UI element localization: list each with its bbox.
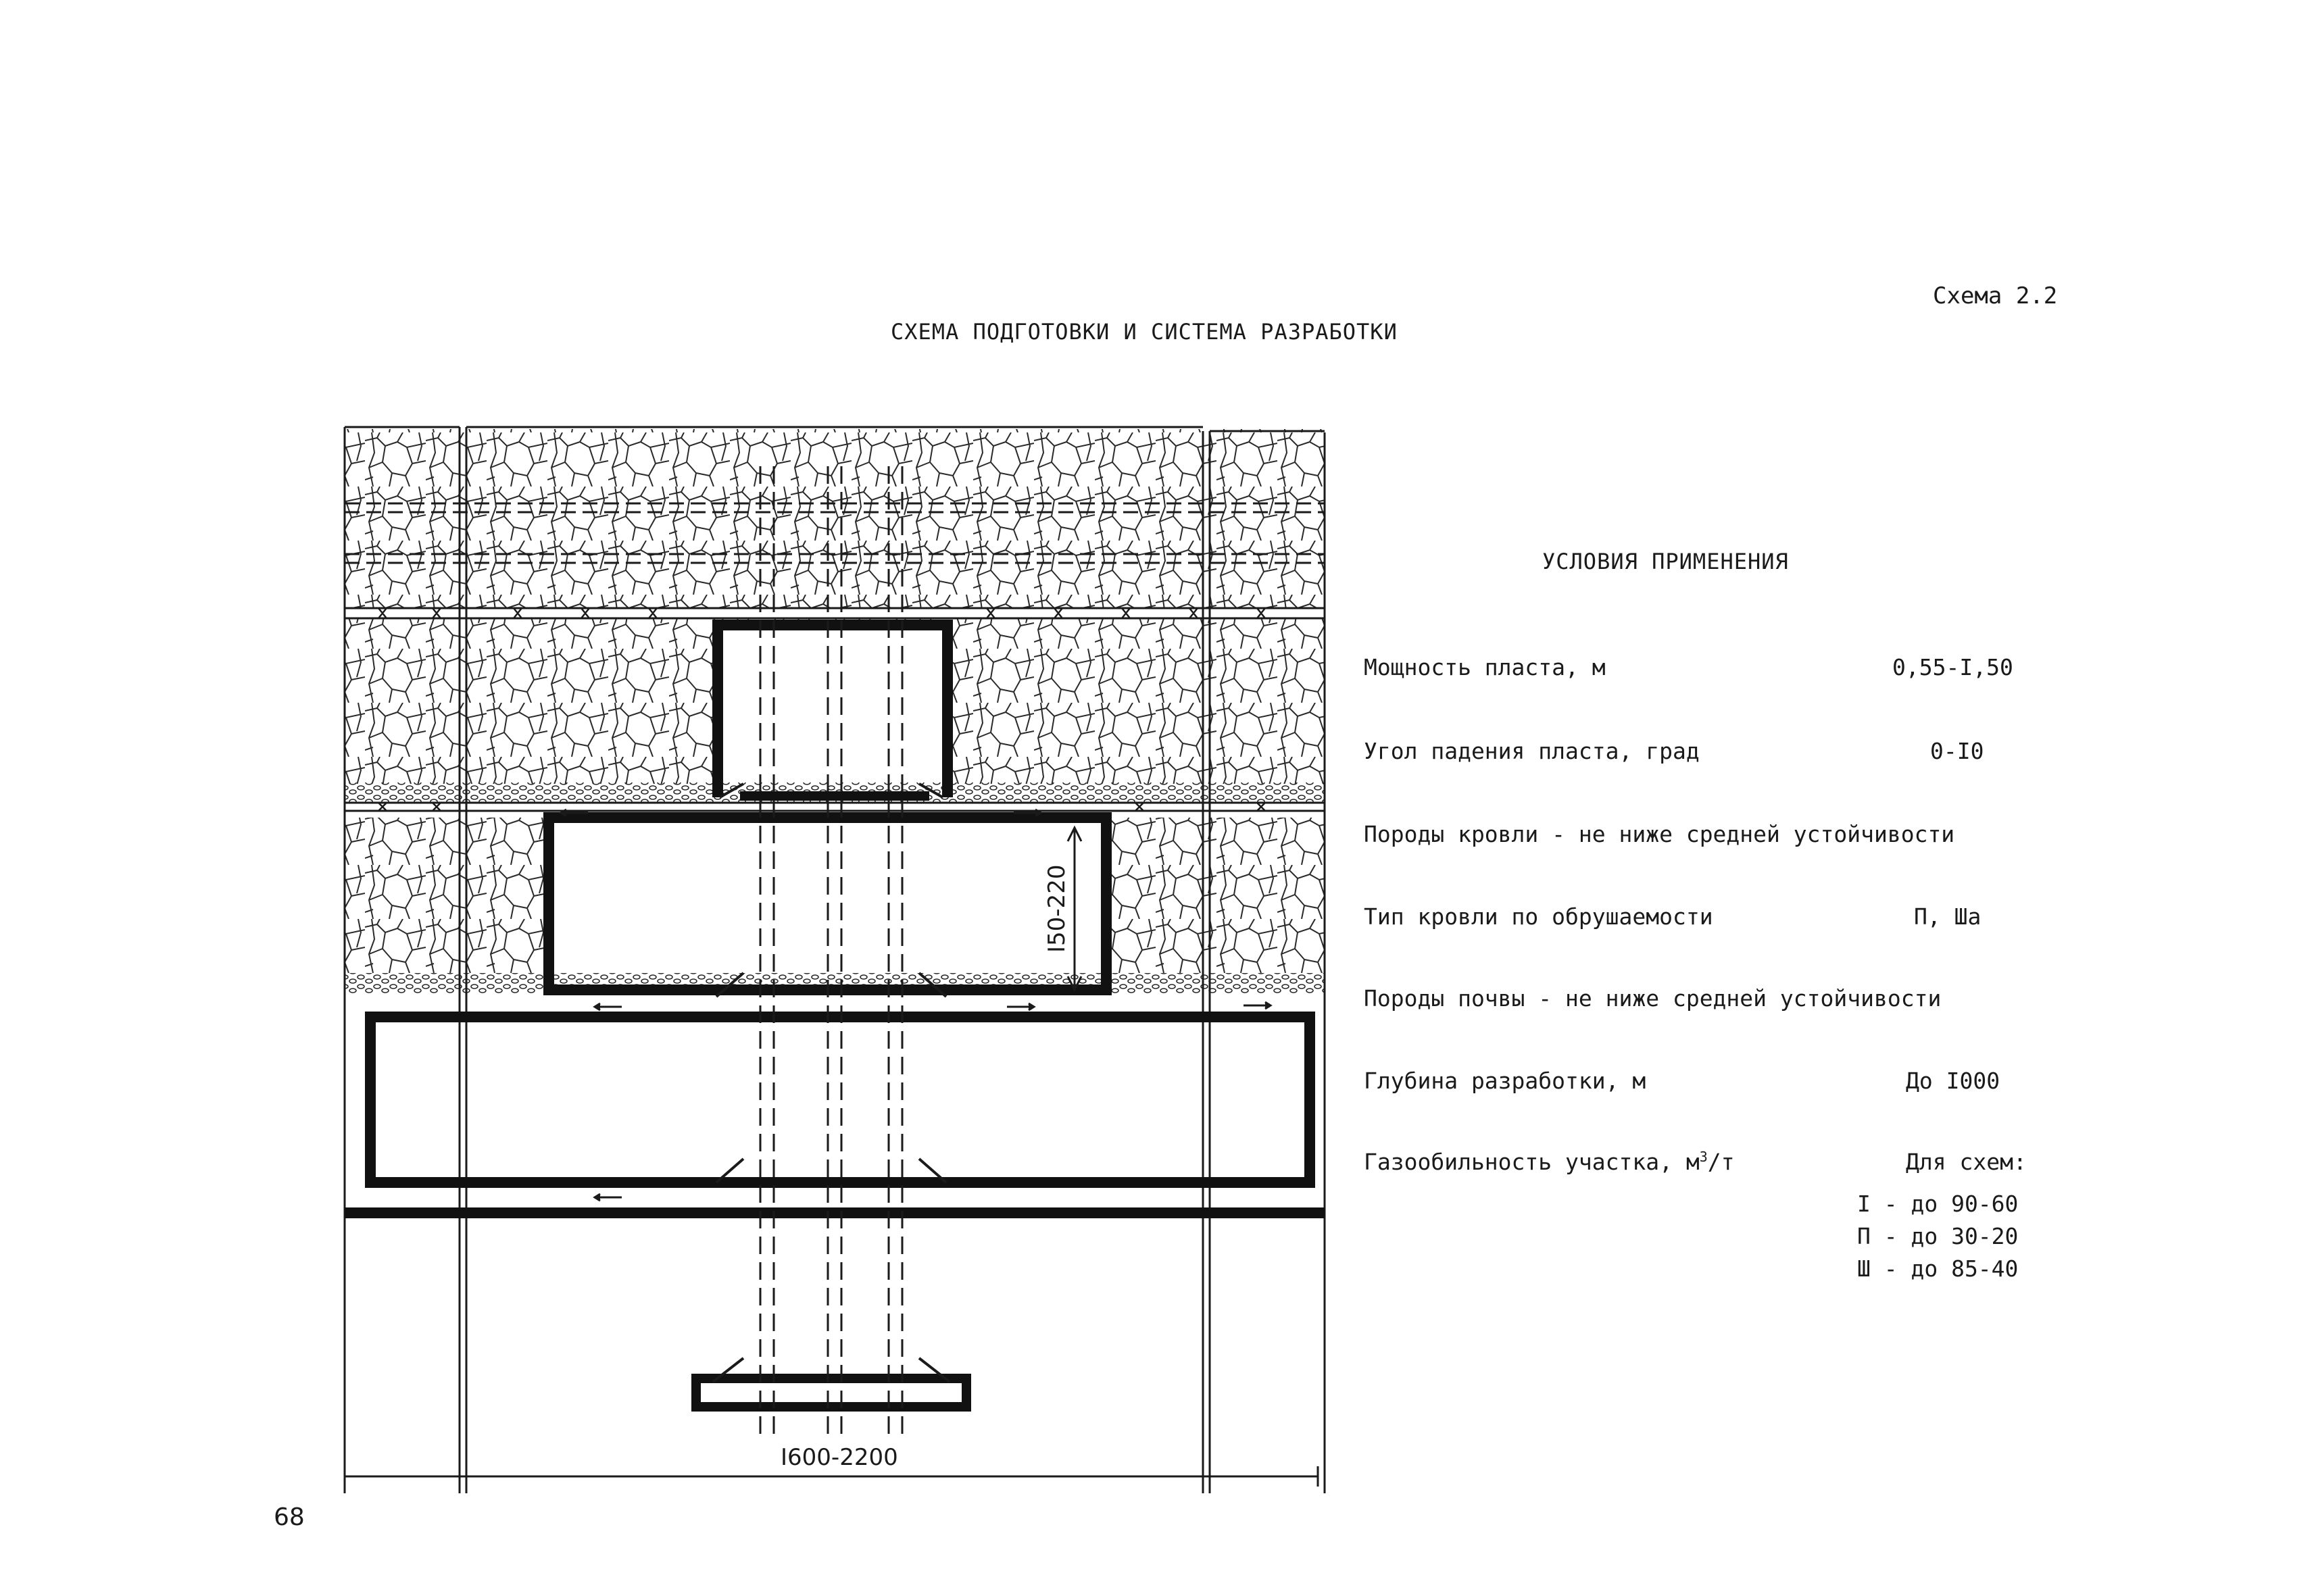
condition-label-roof-rocks: Породы кровли - не ниже средней устойчивости <box>1364 821 1955 847</box>
scheme-number: Схема 2.2 <box>1933 282 2058 309</box>
condition-value-depth: До I000 <box>1906 1068 2000 1094</box>
dim-height-label: I50-220 <box>1043 864 1070 953</box>
condition-label-gas <box>1364 1149 1735 1175</box>
gas-label-text: Газообильность участка, м <box>1364 1149 1700 1175</box>
condition-value-gas: Для схем: <box>1906 1149 2027 1175</box>
gas-item-1: I - до 90-60 <box>1857 1191 2019 1217</box>
condition-label-roof-type: Тип кровли по обрушаемости <box>1364 903 1713 930</box>
condition-label-depth: Глубина разработки, м <box>1364 1068 1646 1094</box>
gas-label-sup: 3 <box>1699 1149 1708 1165</box>
conditions-title: УСЛОВИЯ ПРИМЕНЕНИЯ <box>1542 549 1789 574</box>
condition-value-dip: 0-I0 <box>1930 738 1984 764</box>
gas-item-2: П - до 30-20 <box>1857 1223 2019 1249</box>
condition-label-floor-rocks: Породы почвы - не ниже средней устойчивости <box>1364 985 1942 1012</box>
gas-item-3: Ш - до 85-40 <box>1857 1255 2019 1282</box>
page-number: 68 <box>274 1503 305 1531</box>
condition-label-thickness: Мощность пласта, м <box>1364 654 1606 680</box>
dim-width-label: I600-2200 <box>781 1444 898 1471</box>
condition-label-dip: Угол падения пласта, град <box>1364 738 1700 764</box>
page-title: СХЕМА ПОДГОТОВКИ И СИСТЕМА РАЗРАБОТКИ <box>891 319 1398 345</box>
gas-label-tail: /т <box>1707 1149 1735 1175</box>
condition-value-thickness: 0,55-I,50 <box>1892 654 2013 680</box>
condition-value-roof-type: П, Ша <box>1914 903 1981 930</box>
rock-band-top <box>345 429 1325 608</box>
